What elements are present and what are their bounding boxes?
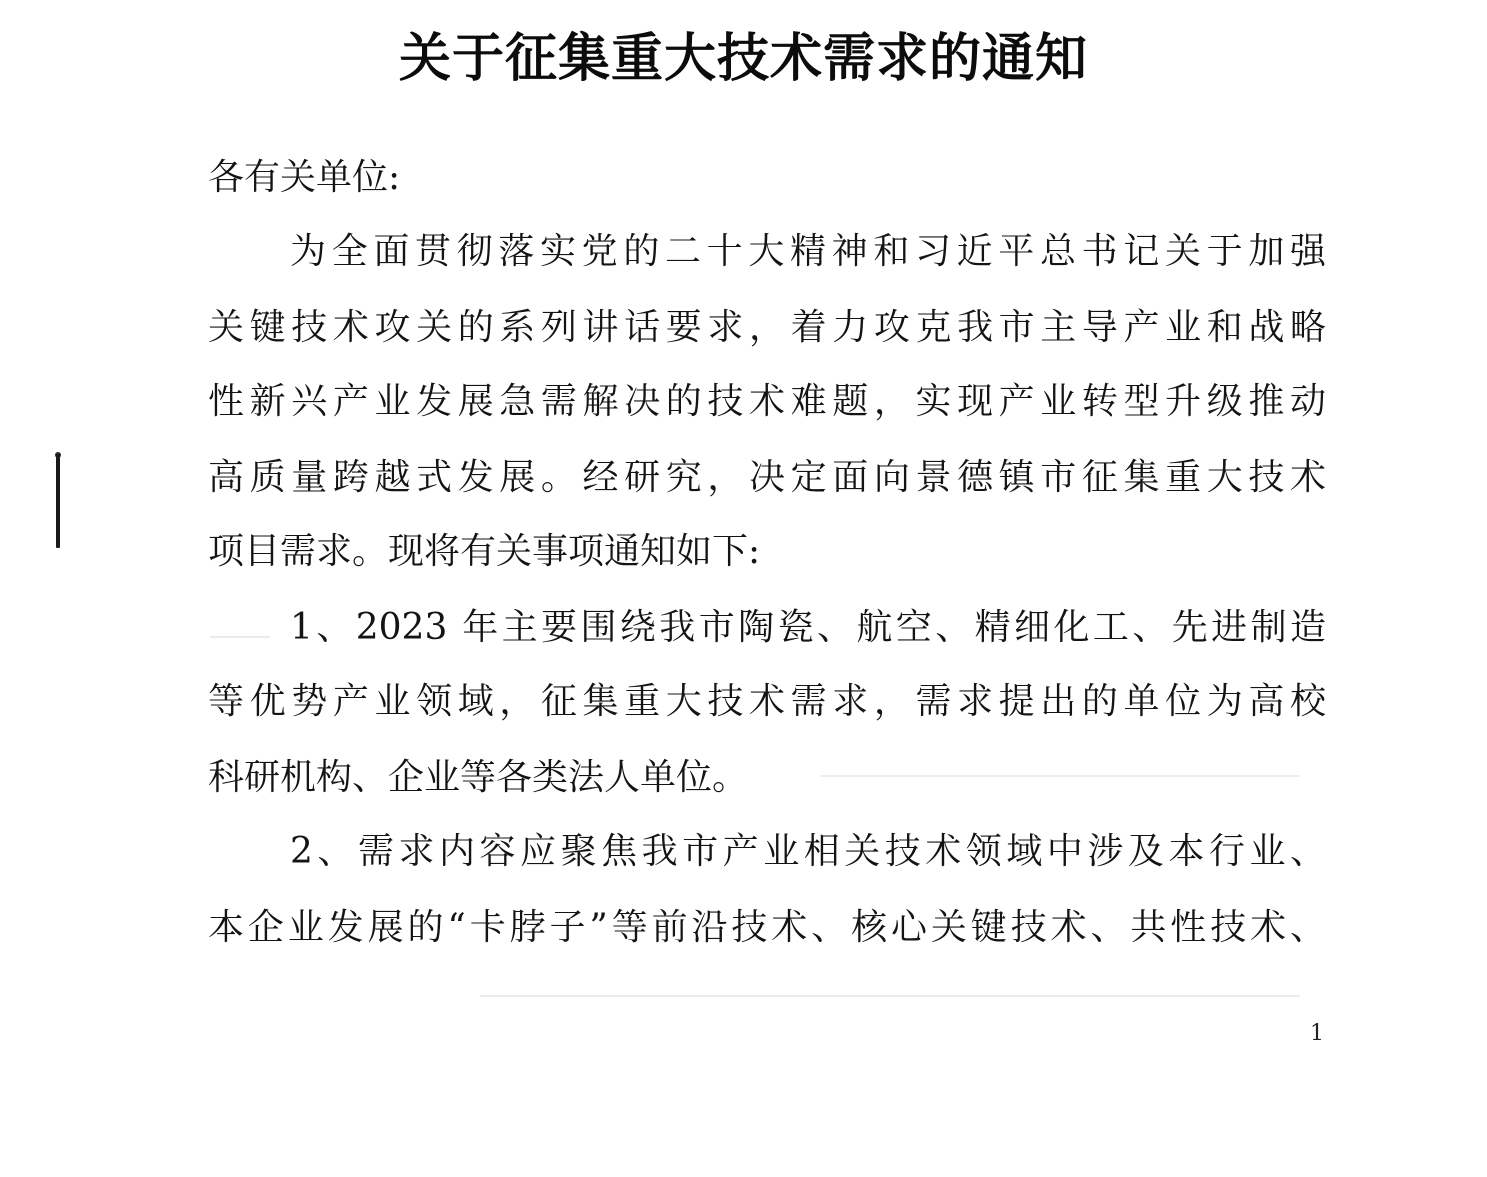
item-2-line: 本企业发展的“卡脖子”等前沿技术、核心关键技术、共性技术、 <box>208 907 1326 948</box>
page-number: 1 <box>1310 1021 1324 1046</box>
paragraph-line: 关键技术攻关的系列讲话要求，着力攻克我市主导产业和战略 <box>208 307 1326 348</box>
paragraph-line: 为全面贯彻落实党的二十大精神和习近平总书记关于加强 <box>290 231 1326 272</box>
item-1-line: 1、2023 年主要围绕我市陶瓷、航空、精细化工、先进制造 <box>290 607 1326 648</box>
salutation: 各有关单位: <box>208 157 401 198</box>
bleed-through-line <box>480 995 1300 997</box>
paragraph-line: 高质量跨越式发展。经研究，决定面向景德镇市征集重大技术 <box>208 457 1326 498</box>
paragraph-line: 性新兴产业发展急需解决的技术难题，实现产业转型升级推动 <box>208 381 1326 422</box>
item-1-line: 等优势产业领域，征集重大技术需求，需求提出的单位为高校 <box>208 681 1326 722</box>
scan-artifact-mark <box>56 454 60 548</box>
item-1-line: 科研机构、企业等各类法人单位。 <box>208 757 749 798</box>
bleed-through-line <box>210 636 270 638</box>
paragraph-line: 项目需求。现将有关事项通知如下: <box>208 531 761 572</box>
item-2-line: 2、需求内容应聚焦我市产业相关技术领域中涉及本行业、 <box>290 831 1326 872</box>
document-title: 关于征集重大技术需求的通知 <box>398 29 1088 89</box>
